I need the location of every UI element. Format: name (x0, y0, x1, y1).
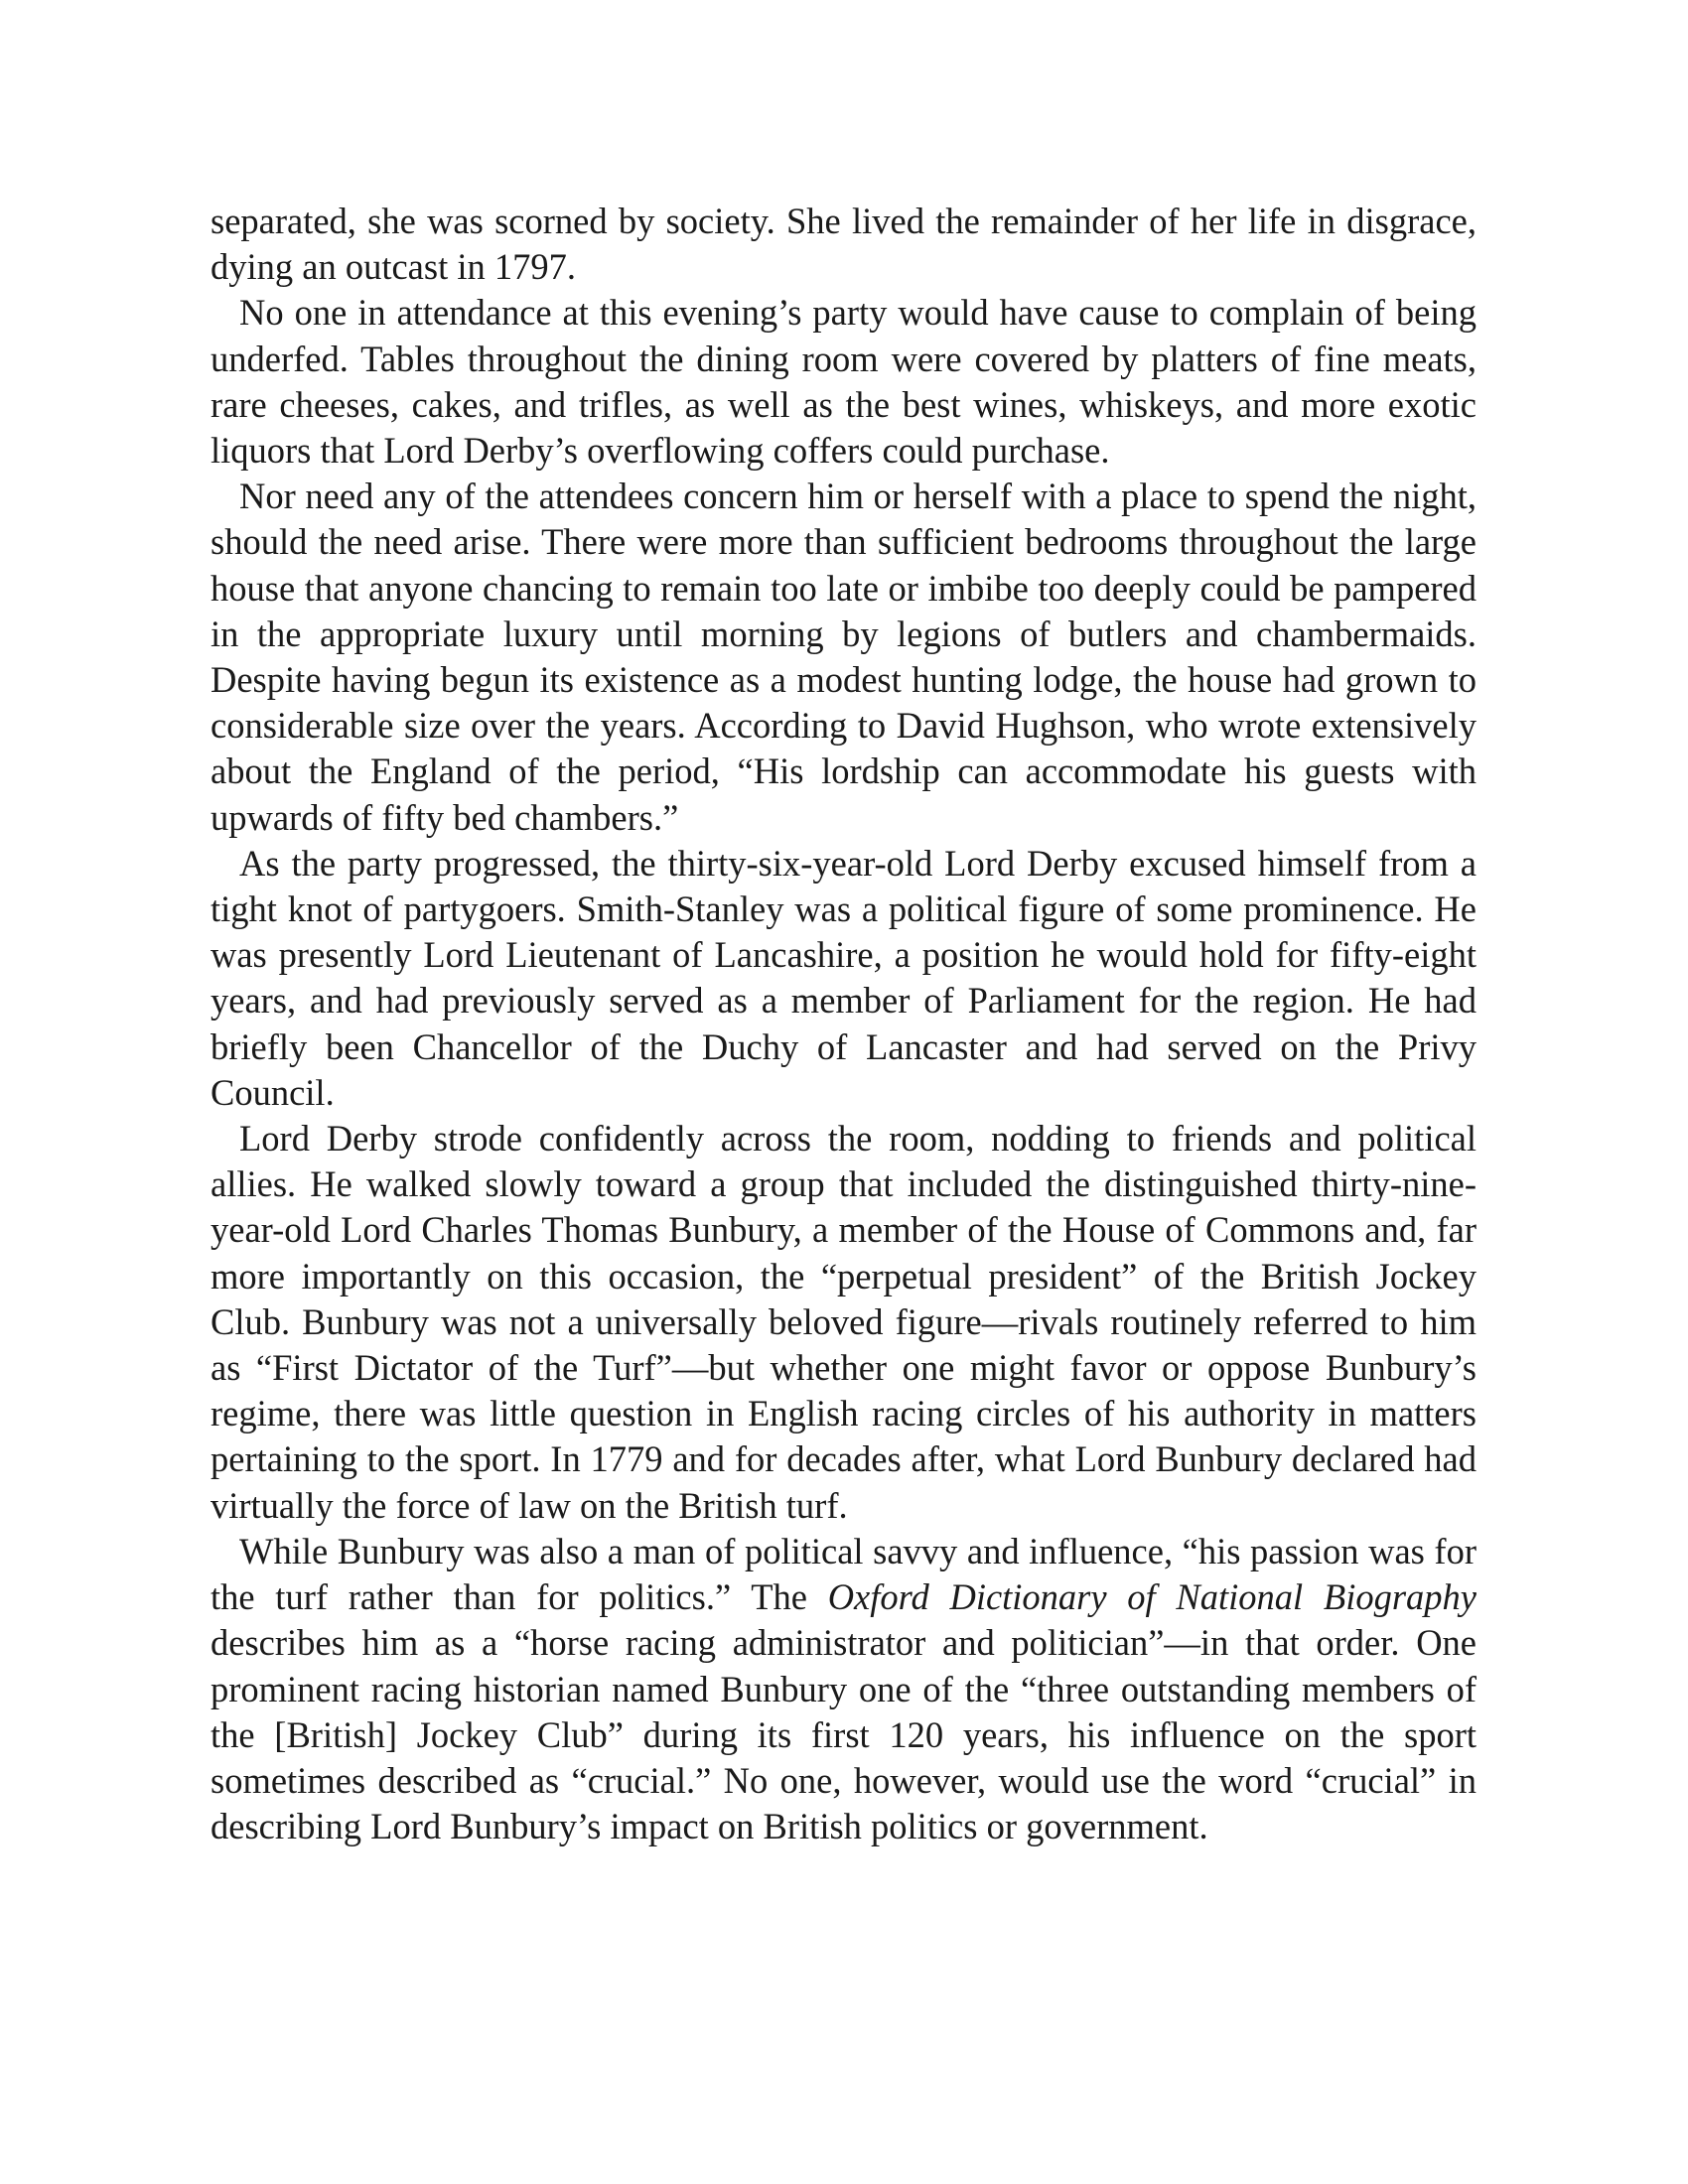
book-title-italic: Oxford Dictionary of National Biography (827, 1576, 1477, 1618)
paragraph-bunbury-passion (211, 1529, 1477, 1849)
paragraph-text: separated, she was scorned by society. She lived the remainder of her life in disgrace, dying an outcast in 1797. (211, 201, 1477, 288)
paragraph-bunbury-intro (211, 1116, 1477, 1529)
paragraph-continued (211, 199, 1477, 290)
paragraph-bedrooms (211, 474, 1477, 841)
paragraph-lord-derby (211, 841, 1477, 1116)
paragraph-text: As the party progressed, the thirty-six-year-old Lord Derby excused himself from a tight knot of partygoers. Smith-Stanley was a political figure of some prominence. He was presently Lord Lieutenant of Lancashire, a position he would hold for fifty-eight years, and had previously served as a member of Parliament for the region. He had briefly been Chancellor of the Duchy of Lancaster and had served on the Privy Council. (211, 842, 1477, 1113)
paragraph-dinner-tables (211, 290, 1477, 474)
book-page-body (211, 199, 1477, 1849)
paragraph-text: No one in attendance at this evening’s party would have cause to complain of being underfed. Tables throughout the dining room were covered by platters of fine meats, rare cheeses, cakes, and trifles, as well as the best wines, whiskeys, and more exotic liquors that Lord Derby’s overflowing coffers could purchase. (211, 292, 1477, 472)
paragraph-text: While Bunbury was also a man of political savvy and influence, “his passion was for the turf rather than for politics.” The (211, 1530, 1477, 1618)
paragraph-text: Lord Derby strode confidently across the room, nodding to friends and political allies. He walked slowly toward a group that included the distinguished thirty-nine-year-old Lord Charles Thomas Bunbury, a member of the House of Commons and, far more importantly on this occasion, the “perpetual president” of the British Jockey Club. Bunbury was not a universally beloved figure—rivals routinely referred to him as “First Dictator of the Turf”—but whether one might favor or oppose Bunbury’s regime, there was little question in English racing circles of his authority in matters pertaining to the sport. In 1779 and for decades after, what Lord Bunbury declared had virtually the force of law on the British turf. (211, 1118, 1477, 1526)
paragraph-text: describes him as a “horse racing administrator and politician”—in that order. One prominent racing historian named Bunbury one of the “three outstanding members of the [British] Jockey Club” during its first 120 years, his influence on the sport sometimes described as “crucial.” No one, however, would use the word “crucial” in describing Lord Bunbury’s impact on British politics or government. (211, 1622, 1477, 1847)
paragraph-text: Nor need any of the attendees concern him or herself with a place to spend the night, should the need arise. There were more than sufficient bedrooms throughout the large house that anyone chancing to remain too late or imbibe too deeply could be pampered in the appropriate luxury until morning by legions of butlers and chambermaids. Despite having begun its existence as a modest hunting lodge, the house had grown to considerable size over the years. According to David Hughson, who wrote extensively about the England of the period, “His lordship can accommodate his guests with upwards of fifty bed chambers.” (211, 476, 1477, 838)
